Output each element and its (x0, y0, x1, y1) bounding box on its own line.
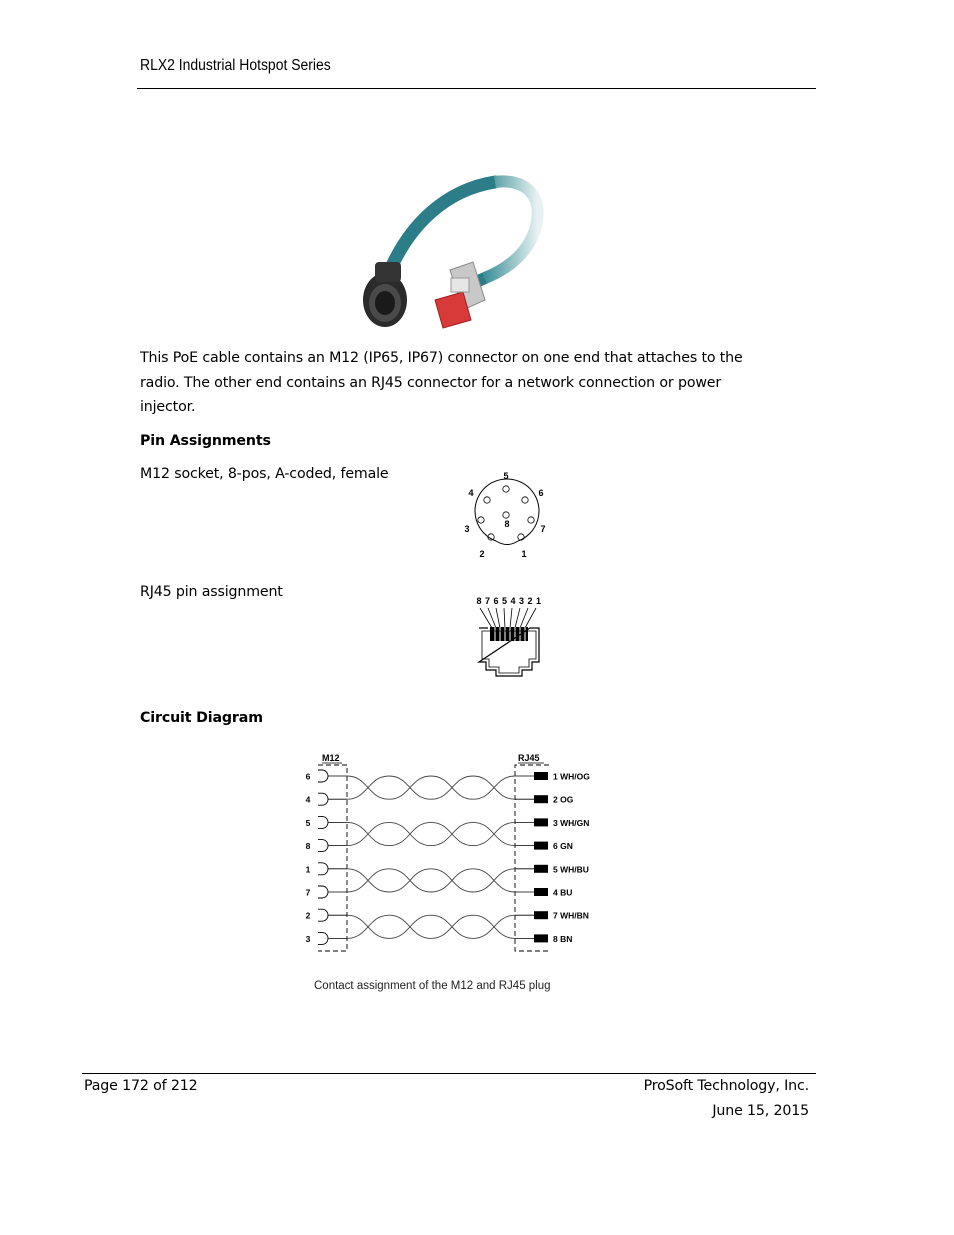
rj45-contact (534, 772, 548, 780)
circuit-diagram-heading: Circuit Diagram (140, 710, 263, 726)
m12-socket-contact (318, 886, 328, 898)
m12-pin-8: 8 (504, 519, 510, 529)
m12-socket-label: M12 socket, 8-pos, A-coded, female (140, 466, 389, 482)
twisted-pair-wire (347, 822, 515, 845)
poe-cable-image (355, 170, 555, 335)
circuit-diagram (300, 748, 610, 998)
intro-paragraph: This PoE cable contains an M12 (IP65, IP67) connector on one end that attaches to the radio. The other end contains an RJ45 connector for a network connection or power injector. (140, 350, 743, 415)
circuit-rj45-label: 5 WH/BU (553, 864, 589, 875)
rj45-pin-numbers: 8 7 6 5 4 3 2 1 (476, 596, 542, 606)
circuit-m12-pin: 5 (305, 817, 311, 828)
circuit-m12-header: M12 (322, 753, 340, 763)
m12-socket-contact (318, 909, 328, 921)
twisted-pair-wire (347, 822, 515, 845)
m12-socket-contact (318, 932, 328, 944)
rj45-pin-label: RJ45 pin assignment (140, 584, 283, 600)
circuit-m12-pin: 4 (305, 794, 311, 805)
rj45-contact (534, 888, 548, 896)
m12-pin-5: 5 (503, 471, 509, 481)
rj45-pinout-diagram (474, 594, 544, 680)
m12-pin-3: 3 (464, 524, 470, 534)
circuit-rj45-label: 6 GN (553, 841, 573, 852)
circuit-rj45-label: 3 WH/GN (553, 817, 590, 828)
circuit-m12-pin: 7 (305, 887, 311, 898)
circuit-rj45-label: 7 WH/BN (553, 910, 589, 921)
m12-pin-2: 2 (479, 549, 485, 559)
twisted-pair-wire (347, 869, 515, 892)
m12-pin-6: 6 (538, 488, 544, 498)
m12-socket-contact (318, 840, 328, 852)
m12-socket-contact (318, 816, 328, 828)
circuit-rj45-label: 8 BN (553, 933, 573, 944)
circuit-m12-pin: 6 (305, 771, 311, 782)
footer-company-block (644, 1074, 809, 1123)
rj45-contact (534, 865, 548, 873)
circuit-m12-pin: 2 (305, 910, 311, 921)
circuit-m12-pin: 1 (305, 864, 311, 875)
rj45-contact (534, 818, 548, 826)
header-divider (137, 88, 816, 89)
m12-pin-7: 7 (540, 524, 546, 534)
pin-assignments-heading: Pin Assignments (140, 433, 271, 449)
circuit-m12-pin: 8 (305, 841, 311, 852)
circuit-rj45-label: 4 BU (553, 887, 573, 898)
circuit-caption: Contact assignment of the M12 and RJ45 plug (314, 980, 551, 992)
twisted-pair-wire (347, 776, 515, 799)
circuit-m12-pin: 3 (305, 933, 311, 944)
footer-page-number: Page 172 of 212 (84, 1078, 198, 1094)
footer-company: ProSoft Technology, Inc. (643, 1078, 809, 1094)
circuit-rj45-label: 1 WH/OG (553, 771, 590, 782)
m12-pin-4: 4 (468, 488, 474, 498)
circuit-rj45-header: RJ45 (518, 753, 540, 763)
m12-socket-contact (318, 793, 328, 805)
twisted-pair-wire (347, 915, 515, 938)
m12-pinout-diagram (458, 466, 553, 564)
twisted-pair-wire (347, 915, 515, 938)
m12-socket-contact (318, 770, 328, 782)
twisted-pair-wire (347, 869, 515, 892)
header-title: RLX2 Industrial Hotspot Series (140, 57, 331, 74)
rj45-contact (534, 934, 548, 942)
footer-date: June 15, 2015 (712, 1102, 809, 1119)
rj45-contact (534, 842, 548, 850)
rj45-contact (534, 911, 548, 919)
twisted-pair-wire (347, 776, 515, 799)
circuit-rj45-label: 2 OG (553, 794, 574, 805)
m12-pin-1: 1 (521, 549, 527, 559)
m12-socket-contact (318, 863, 328, 875)
rj45-contact (534, 795, 548, 803)
